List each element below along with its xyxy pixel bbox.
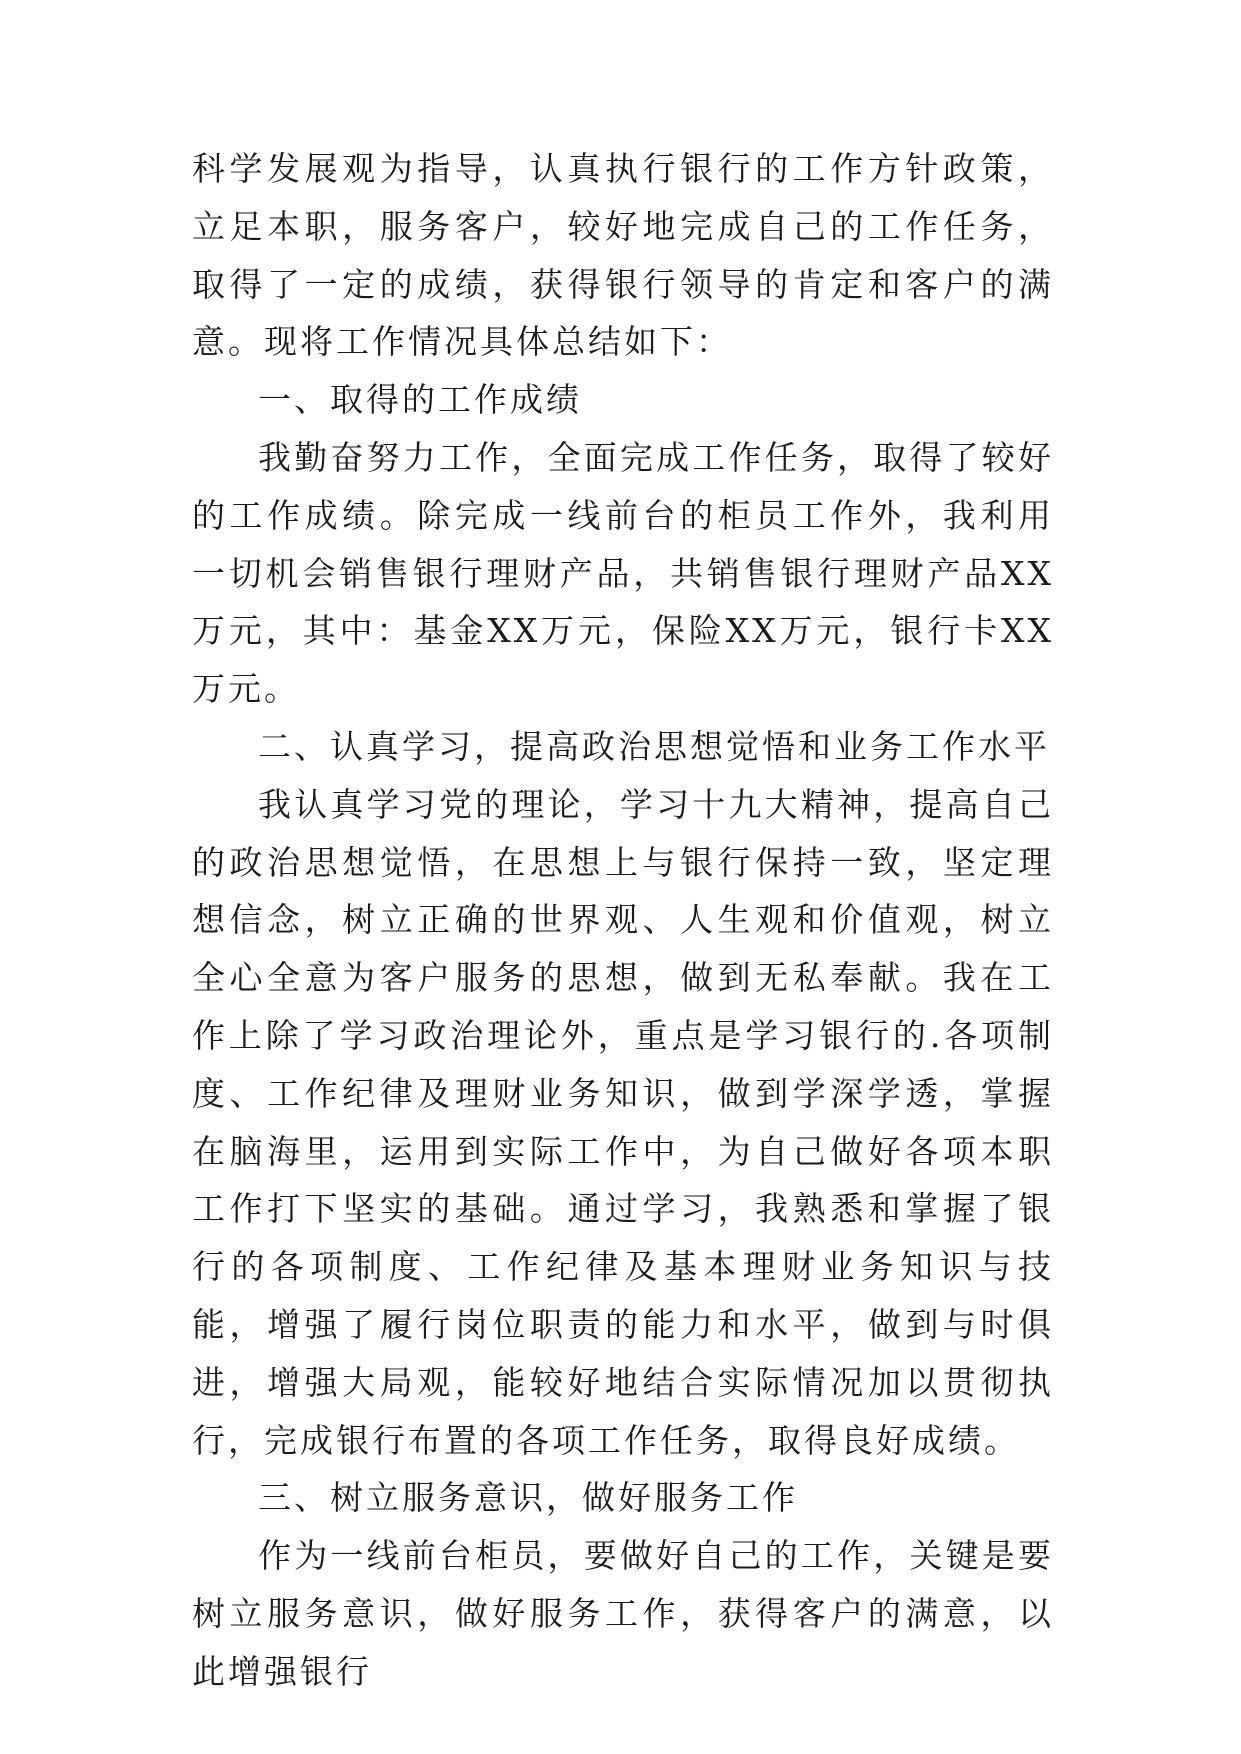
paragraph-study: 我认真学习党的理论，学习十九大精神，提高自己的政治思想觉悟，在思想上与银行保持一致，坚定理想信念，树立正确的世界观、人生观和价值观，树立全心全意为客户服务的思想，做到无私奉献。我在工作上除了学习政治理论外，重点是学习银行的.各项制度、工作纪律及理财业务知识，做到学深学透，掌握在脑海里，运用到实际工作中，为自己做好各项本职工作打下坚实的基础。通过学习，我熟悉和掌握了银行的各项制度、工作纪律及基本理财业务知识与技能，增强了履行岗位职责的能力和水平，做到与时俱进，增强大局观，能较好地结合实际情况加以贯彻执行，完成银行布置的各项工作任务，取得良好成绩。 <box>192 784 1054 1460</box>
paragraph-work-results: 我勤奋努力工作，全面完成工作任务，取得了较好的工作成绩。除完成一线前台的柜员工作外，我利用一切机会销售银行理财产品，共销售银行理财产品XX万元，其中：基金XX万元，保险XX万元，银行卡XX万元。 <box>192 437 1054 709</box>
document-page <box>192 140 1054 1701</box>
section-heading-3: 三、树立服务意识，做好服务工作 <box>258 1478 798 1518</box>
paragraph-intro-continued: 科学发展观为指导，认真执行银行的工作方针政策，立足本职，服务客户，较好地完成自己的工作任务，取得了一定的成绩，获得银行领导的肯定和客户的满意。现将工作情况具体总结如下： <box>192 149 1054 362</box>
paragraph-service: 作为一线前台柜员，要做好自己的工作，关键是要树立服务意识，做好服务工作，获得客户的满意，以此增强银行 <box>192 1536 1054 1691</box>
section-heading-2: 二、认真学习，提高政治思想觉悟和业务工作水平 <box>258 726 1050 766</box>
section-heading-1: 一、取得的工作成绩 <box>258 380 582 420</box>
